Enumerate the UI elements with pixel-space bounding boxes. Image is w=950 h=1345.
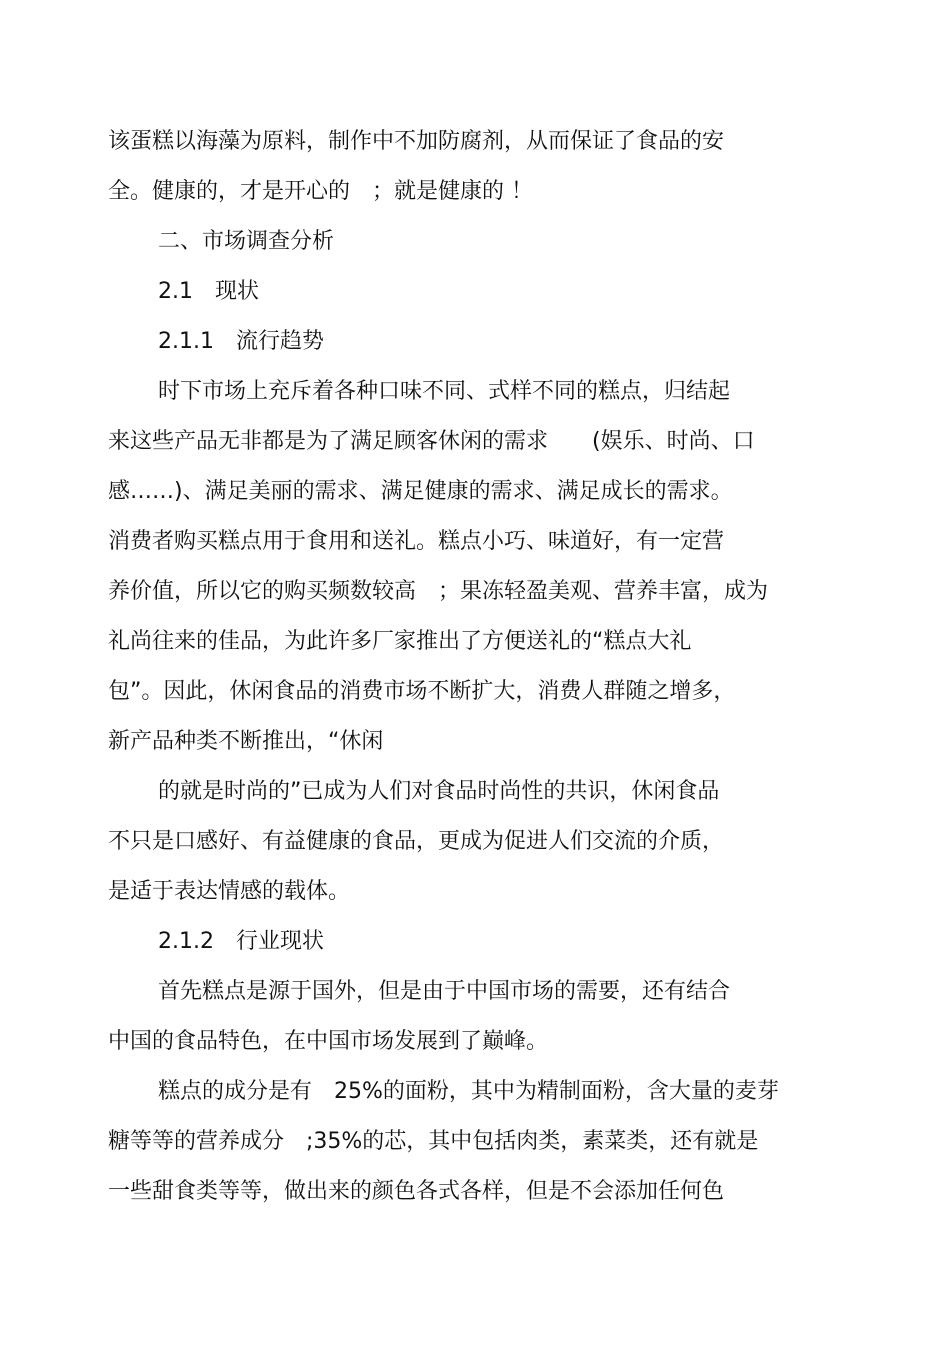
- subsection-heading: 2.1.1 流行趋势: [158, 329, 324, 354]
- text-line: 糕点的成分是有 25%的面粉，其中为精制面粉，含大量的麦芽: [158, 1079, 779, 1104]
- text-line: 全。健康的，才是开心的 ；就是健康的 ！: [108, 179, 533, 204]
- text-line: 不只是口感好、有益健康的食品，更成为促进人们交流的介质，: [108, 829, 725, 854]
- text-line: 养价值，所以它的购买频数较高 ；果冻轻盈美观、营养丰富，成为: [108, 579, 769, 604]
- text-line: 一些甜食类等等，做出来的颜色各式各样，但是不会添加任何色: [108, 1179, 725, 1204]
- text-line: 该蛋糕以海藻为原料，制作中不加防腐剂，从而保证了食品的安: [108, 129, 725, 154]
- text-line: 糖等等的营养成分 ;35%的芯，其中包括肉类，素菜类，还有就是: [108, 1129, 759, 1154]
- text-line: 礼尚往来的佳品，为此许多厂家推出了方便送礼的“糕点大礼: [108, 629, 692, 654]
- subsection-heading: 2.1 现状: [158, 279, 259, 304]
- section-heading: 二、市场调查分析: [158, 229, 335, 254]
- text-line: 的就是时尚的”已成为人们对食品时尚性的共识，休闲食品: [158, 779, 720, 804]
- text-line: 消费者购买糕点用于食用和送礼。糕点小巧、味道好，有一定营: [108, 529, 725, 554]
- text-line: 来这些产品无非都是为了满足顾客休闲的需求 (娱乐、时尚、口: [108, 429, 755, 454]
- text-line: 是适于表达情感的载体。: [108, 879, 351, 904]
- text-line: 新产品种类不断推出，“休闲: [108, 729, 384, 754]
- text-line: 感……)、满足美丽的需求、满足健康的需求、满足成长的需求。: [108, 479, 733, 504]
- text-line: 首先糕点是源于国外，但是由于中国市场的需要，还有结合: [158, 979, 731, 1004]
- text-line: 中国的食品特色，在中国市场发展到了巅峰。: [108, 1029, 549, 1054]
- text-line: 包”。因此，休闲食品的消费市场不断扩大，消费人群随之增多，: [108, 679, 736, 704]
- subsection-heading: 2.1.2 行业现状: [158, 929, 324, 954]
- text-line: 时下市场上充斥着各种口味不同、式样不同的糕点，归结起: [158, 379, 731, 404]
